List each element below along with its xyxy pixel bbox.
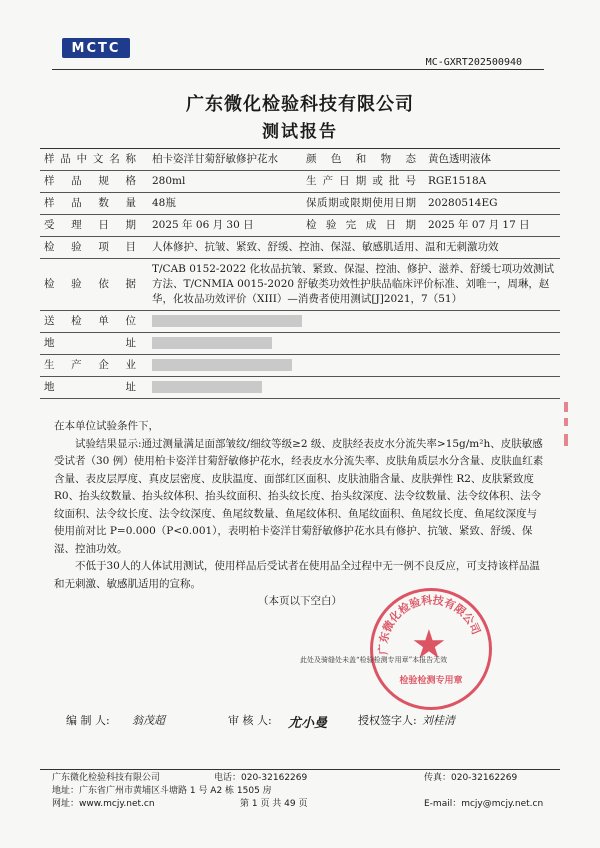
svg-text:广东微化检验科技有限公司: 广东微化检验科技有限公司 — [376, 593, 483, 655]
row-value: 2025 年 07 月 17 日 — [428, 219, 530, 231]
row-label: 检验依据 — [44, 278, 136, 290]
info-row — [40, 171, 560, 193]
company-name: 广东微化检验科技有限公司 — [186, 94, 414, 115]
row-label: 地址 — [44, 337, 136, 349]
row-label: 样品中文名称 — [44, 153, 136, 165]
intro-text: 在本单位试验条件下， — [54, 420, 159, 432]
info-row — [40, 259, 560, 311]
row-label: 生产企业 — [44, 359, 136, 371]
row-value: 20280514EG — [428, 197, 498, 209]
row-label: 检验完成日期 — [306, 219, 416, 231]
row-value: 280ml — [152, 175, 186, 187]
editor-label: 编 制 人: — [66, 714, 110, 727]
row-value: T/CAB 0152-2022 化妆品抗皱、紧致、保湿、控油、修护、滋养、舒缓七项功效测试方法、T/CNMIA 0015-2020 舒敏类功效性护肤品临床评价标准、刘唯一，周琳，赵华，化妆品功效评价（XIII）—消费者使用测试[J]2021，7（51） — [152, 263, 555, 305]
report-title: 测试报告 — [262, 122, 338, 142]
row-value: 黄色透明液体 — [428, 153, 491, 165]
row-label: 地址 — [44, 381, 136, 393]
reviewer-label: 审 核 人: — [228, 714, 272, 727]
redaction-block — [152, 315, 302, 327]
result-text: 试验结果显示:通过测量满足面部皱纹/细纹等级≥2 级、皮肤经表皮水分流失率>15g/m²h、皮肤敏感受试者（30 例）使用柏卡姿洋甘菊舒敏修护花水，经表皮水分流失率、皮肤角质层水分含量、皮肤血红素含量、表皮层厚度、真皮层密度、皮肤温度、面部红区面积、皮肤油脂含量、皮肤弹性 R2、皮肤紧致度 R0、抬头纹数量、抬头纹体积、抬头纹面积、抬头纹长度、抬头纹深度、法令纹数量、法令纹体积、法令纹面积、法令纹长度、法令纹深度、鱼尾纹数量、鱼尾纹体积、鱼尾纹面积、鱼尾纹长度、鱼尾纹深度与使用前对比 P=0.000（P<0.001），表明柏卡姿洋甘菊舒敏修护花水具有修护、抗皱、紧致、舒缓、保湿、控油功效。 — [54, 437, 544, 555]
redaction-block — [152, 359, 292, 371]
report-number: MC-GXRT202500940 — [425, 57, 522, 68]
info-row — [40, 193, 560, 215]
row-value: 人体修护、抗皱、紧致、舒缓、控油、保湿、敏感肌适用、温和无刺激功效 — [152, 241, 499, 253]
footer-company: 广东微化检验科技有限公司 — [52, 773, 161, 783]
info-row — [40, 377, 560, 399]
approver-signature: 刘桂清 — [422, 714, 455, 727]
row-value: 48瓶 — [152, 197, 176, 209]
row-label: 样品数量 — [44, 197, 136, 209]
info-row — [40, 149, 560, 171]
row-value: RGE1518A — [428, 175, 487, 187]
redaction-block — [152, 381, 262, 393]
official-seal — [370, 588, 492, 710]
redaction-block — [152, 337, 272, 349]
row-value: 柏卡姿洋甘菊舒敏修护花水 — [152, 153, 278, 165]
redacted-value — [150, 377, 560, 399]
row-label: 生产日期或批号 — [306, 175, 416, 187]
sample-info-table — [40, 148, 560, 399]
seam-stamp-mark — [562, 398, 572, 458]
approver-label: 授权签字人: — [358, 714, 417, 727]
redacted-value — [150, 311, 560, 333]
footer-website: 网址：www.mcjy.net.cn — [52, 799, 155, 809]
editor-signature: 翁茂超 — [132, 714, 165, 727]
row-label: 受理日期 — [44, 219, 136, 231]
footer — [52, 772, 552, 811]
footer-rule — [40, 769, 560, 770]
info-row — [40, 355, 560, 377]
footer-phone: 电话：020-32162269 — [214, 773, 308, 783]
row-label: 保质期或限期使用日期 — [306, 197, 416, 209]
redacted-value — [150, 333, 560, 355]
seal-label: 检验检测专用章 — [399, 676, 463, 686]
footer-address: 地址：广东省广州市黄埔区斗塘路 1 号 A2 栋 1505 房 — [52, 786, 272, 796]
star-icon: ★ — [411, 622, 447, 668]
row-label: 检验项目 — [44, 241, 136, 253]
footer-email: E-mail：mcjy@mcjy.net.cn — [424, 799, 544, 809]
footer-fax: 传真：020-32162269 — [424, 773, 518, 783]
info-row — [40, 311, 560, 333]
end-note: （本页以下空白） — [258, 595, 342, 607]
row-label: 样品规格 — [44, 175, 136, 187]
header-rule — [52, 69, 544, 70]
info-row — [40, 215, 560, 237]
redacted-value — [150, 355, 560, 377]
info-row — [40, 237, 560, 259]
row-value: 2025 年 06 月 30 日 — [152, 219, 254, 231]
seal-note: 此处及骑缝处未盖“检验检测专用章”本报告无效 — [300, 656, 448, 664]
row-label: 送检单位 — [44, 315, 136, 327]
reviewer-signature: 尤小曼 — [288, 716, 328, 731]
page-number: 第 1 页 共 49 页 — [240, 799, 308, 809]
info-row — [40, 333, 560, 355]
conclusion-text: 不低于30人的人体试用测试，使用样品后受试者在使用品全过程中无一例不良反应，可支持该样品温和无刺激、敏感肌适用的宣称。 — [54, 560, 540, 590]
test-conclusion — [54, 418, 546, 611]
company-logo: MCTC — [62, 38, 130, 58]
row-label: 颜色和物态 — [306, 153, 416, 165]
